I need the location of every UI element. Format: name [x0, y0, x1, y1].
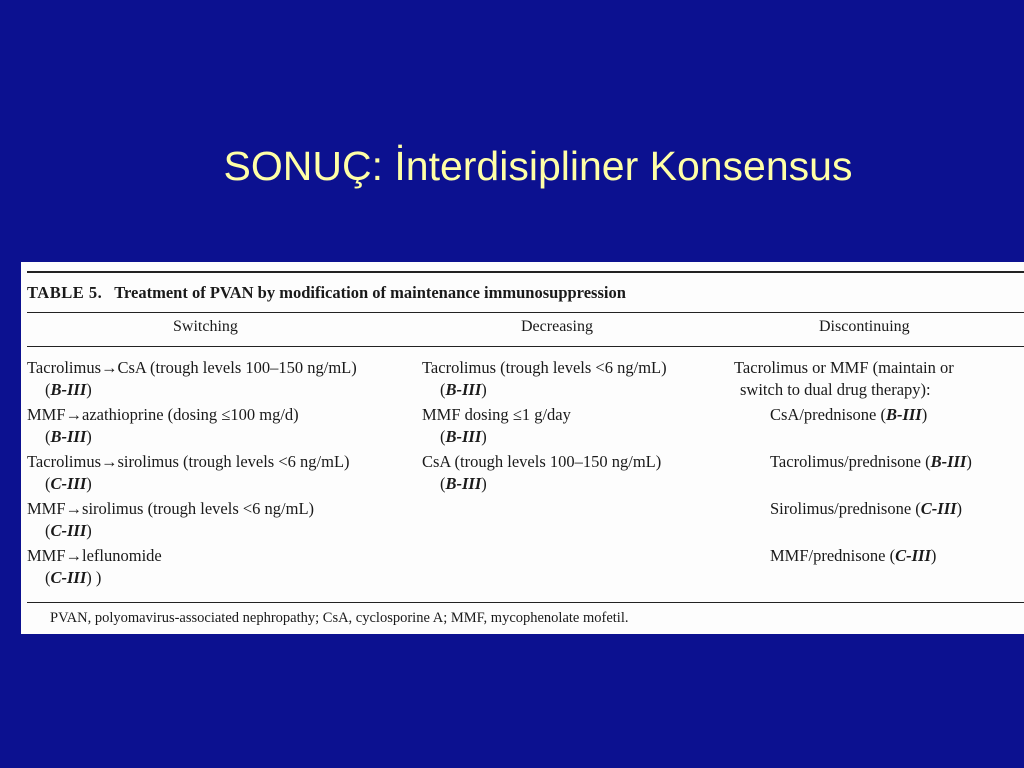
cell-text: ( [440, 427, 446, 446]
table-cell: switch to dual drug therapy): [740, 380, 931, 399]
table-cell [422, 451, 667, 473]
evidence-grade: B-III [50, 380, 87, 399]
cell-text: ) [481, 380, 487, 399]
cell-text: Sirolimus/prednisone ( [770, 499, 921, 518]
column-header-discontinuing: Discontinuing [819, 318, 910, 335]
cell-text: MMF→leflunomide [27, 546, 162, 565]
table-caption-text: Treatment of PVAN by modification of maintenance immunosuppression [114, 283, 626, 302]
discontinuing-column [734, 357, 972, 567]
table-cell [734, 545, 972, 567]
cell-text: ( [440, 474, 446, 493]
evidence-grade: B-III [50, 427, 87, 446]
table-cell-grade [27, 379, 357, 401]
evidence-grade: B-III [930, 452, 967, 471]
table-cell [734, 404, 972, 426]
table-cell [734, 451, 972, 473]
table-number: TABLE 5. [27, 283, 103, 302]
cell-text: ) ) [86, 568, 102, 587]
cell-text: CsA (trough levels 100–150 ng/mL) [422, 452, 662, 471]
column-header-decreasing: Decreasing [521, 318, 593, 335]
cell-text: ( [45, 474, 51, 493]
table-cell-grade [422, 473, 667, 495]
cell-text: CsA/prednisone ( [770, 405, 886, 424]
header-rule [27, 346, 1024, 347]
cell-text: ( [45, 380, 51, 399]
table-cell-grade [27, 567, 357, 589]
cell-text: ( [45, 521, 51, 540]
table-cell-grade [422, 426, 667, 448]
cell-text: ) [956, 499, 963, 518]
evidence-grade: C-III [895, 546, 931, 565]
cell-text: ) [86, 474, 92, 493]
cell-text: ) [481, 427, 487, 446]
table-cell [422, 357, 667, 379]
evidence-grade: C-III [50, 474, 87, 493]
evidence-grade: B-III [445, 427, 482, 446]
top-rule [27, 271, 1024, 273]
decreasing-column [422, 357, 667, 495]
cell-text: ) [966, 452, 972, 471]
cell-text: ( [45, 568, 51, 587]
cell-text: ) [921, 405, 928, 424]
cell-text: MMF/prednisone ( [770, 546, 896, 565]
cell-text: Tacrolimus→sirolimus (trough levels <6 ng/mL) [27, 452, 350, 471]
cell-text: MMF→azathioprine (dosing ≤100 mg/d) [27, 405, 299, 424]
slide-title: SONUÇ: İnterdisipliner Konsensus [223, 143, 853, 189]
table-cell: Tacrolimus or MMF (maintain or [734, 358, 954, 377]
cell-text: ) [481, 474, 487, 493]
cell-text: ) [86, 427, 92, 446]
evidence-grade: B-III [445, 380, 482, 399]
evidence-grade: C-III [50, 521, 87, 540]
table-cell [27, 545, 357, 567]
table-cell-grade [27, 520, 357, 542]
table-cell [27, 498, 357, 520]
table-cell [734, 498, 972, 520]
table-figure [21, 262, 1024, 634]
cell-text: MMF→sirolimus (trough levels <6 ng/mL) [27, 499, 315, 518]
cell-text: Tacrolimus/prednisone ( [770, 452, 931, 471]
column-header-switching: Switching [173, 318, 238, 335]
table-cell-grade [422, 379, 667, 401]
evidence-grade: B-III [445, 474, 482, 493]
table-cell-grade [27, 426, 357, 448]
cell-text: MMF dosing ≤1 g/day [422, 405, 571, 424]
cell-text: Tacrolimus→CsA (trough levels 100–150 ng/mL) [27, 358, 357, 377]
switching-column [27, 357, 357, 589]
table-cell [27, 404, 357, 426]
cell-text: ( [440, 380, 446, 399]
table-cell-grade [27, 473, 357, 495]
cell-text: ) [86, 521, 92, 540]
table-caption [27, 283, 626, 303]
evidence-grade: C-III [50, 568, 87, 587]
table-footnote: PVAN, polyomavirus-associated nephropathy; CsA, cyclosporine A; MMF, mycophenolate mofetil. [50, 610, 629, 626]
cell-text: ) [930, 546, 937, 565]
bottom-rule [27, 602, 1024, 603]
table-cell [422, 404, 667, 426]
table-cell [27, 451, 357, 473]
cell-text: ( [45, 427, 51, 446]
evidence-grade: B-III [885, 405, 922, 424]
evidence-grade: C-III [920, 499, 957, 518]
cell-text: Tacrolimus (trough levels <6 ng/mL) [422, 358, 667, 377]
caption-rule [27, 312, 1024, 313]
table-cell [27, 357, 357, 379]
cell-text: ) [86, 380, 92, 399]
